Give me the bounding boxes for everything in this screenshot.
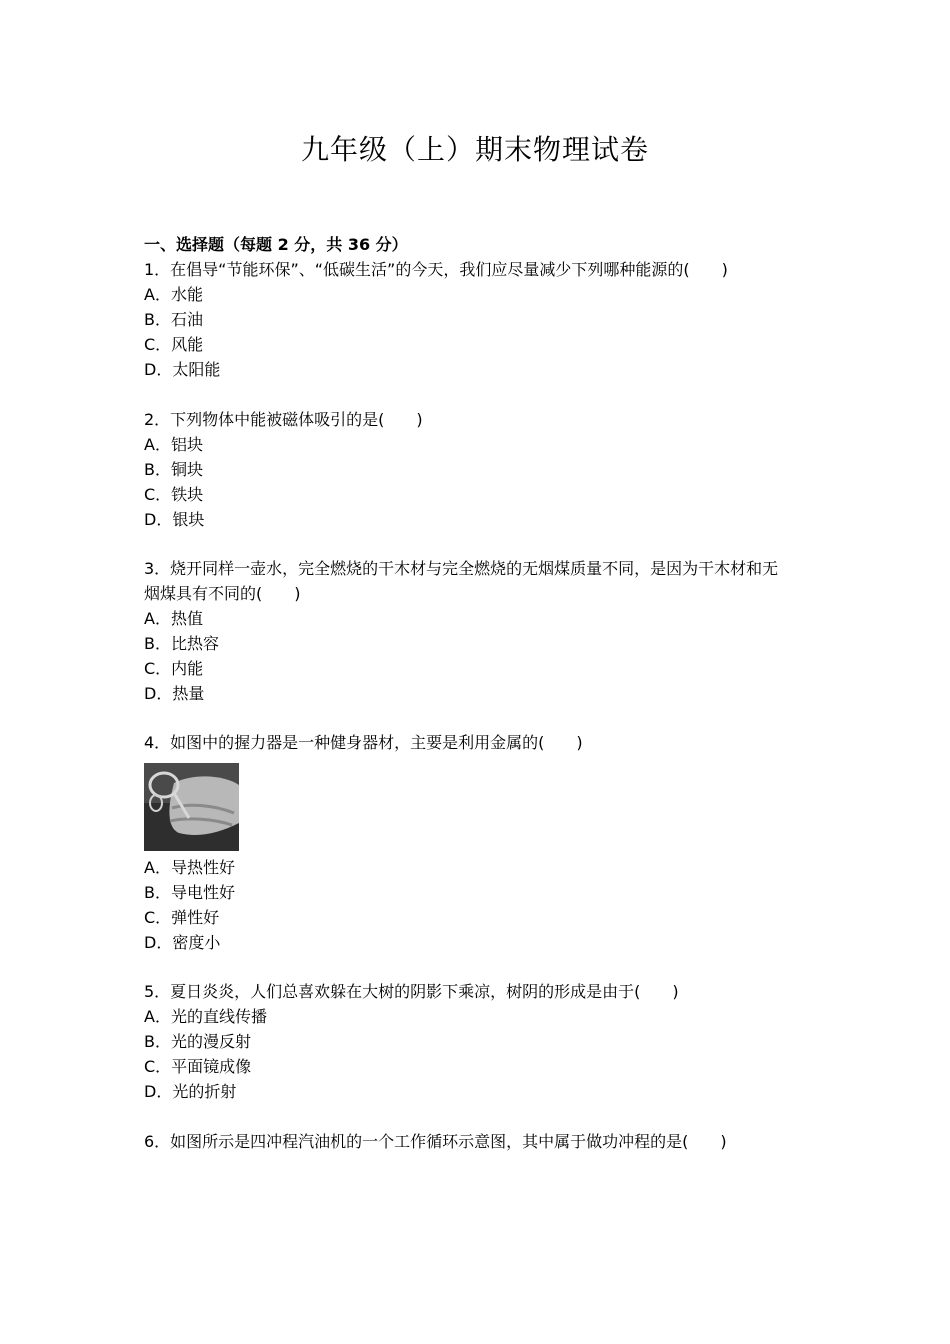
option-b: B．导电性好 [144,883,235,902]
question-text: 2．下列物体中能被磁体吸引的是( ) [144,410,423,429]
question-text: 4．如图中的握力器是一种健身器材，主要是利用金属的( ) [144,733,583,752]
question-3 [144,556,778,706]
option-d: D．银块 [144,510,205,529]
option-a: A．铝块 [144,435,203,454]
question-text: 5．夏日炎炎，人们总喜欢躲在大树的阴影下乘凉，树阴的形成是由于( ) [144,982,679,1001]
option-a: A．热值 [144,609,203,628]
question-6 [144,1129,727,1154]
option-a: A．导热性好 [144,858,235,877]
question-text-line-2: 烟煤具有不同的( ) [144,584,301,603]
option-d: D．光的折射 [144,1082,237,1101]
question-2 [144,407,423,532]
hand-grip-image [144,763,239,851]
question-text: 1．在倡导“节能环保”、“低碳生活”的今天，我们应尽量减少下列哪种能源的( ) [144,260,728,279]
option-b: B．光的漫反射 [144,1032,251,1051]
question-1 [144,257,728,382]
question-text: 6．如图所示是四冲程汽油机的一个工作循环示意图，其中属于做功冲程的是( ) [144,1132,727,1151]
option-c: C．铁块 [144,485,204,504]
question-text-line-1: 3．烧开同样一壶水，完全燃烧的干木材与完全燃烧的无烟煤质量不同，是因为干木材和无 [144,559,779,578]
option-c: C．平面镜成像 [144,1057,252,1076]
option-b: B．比热容 [144,634,219,653]
option-a: A．水能 [144,285,203,304]
option-d: D．密度小 [144,933,221,952]
option-d: D．热量 [144,684,205,703]
page-title: 九年级（上）期末物理试卷 [300,133,649,166]
option-c: C．弹性好 [144,908,220,927]
option-b: B．石油 [144,310,203,329]
option-b: B．铜块 [144,460,203,479]
question-5 [144,979,679,1104]
option-a: A．光的直线传播 [144,1007,267,1026]
option-c: C．内能 [144,659,204,678]
question-4 [144,730,583,955]
option-c: C．风能 [144,335,204,354]
section-heading: 一、选择题（每题 2 分，共 36 分） [144,235,408,254]
option-d: D．太阳能 [144,360,221,379]
